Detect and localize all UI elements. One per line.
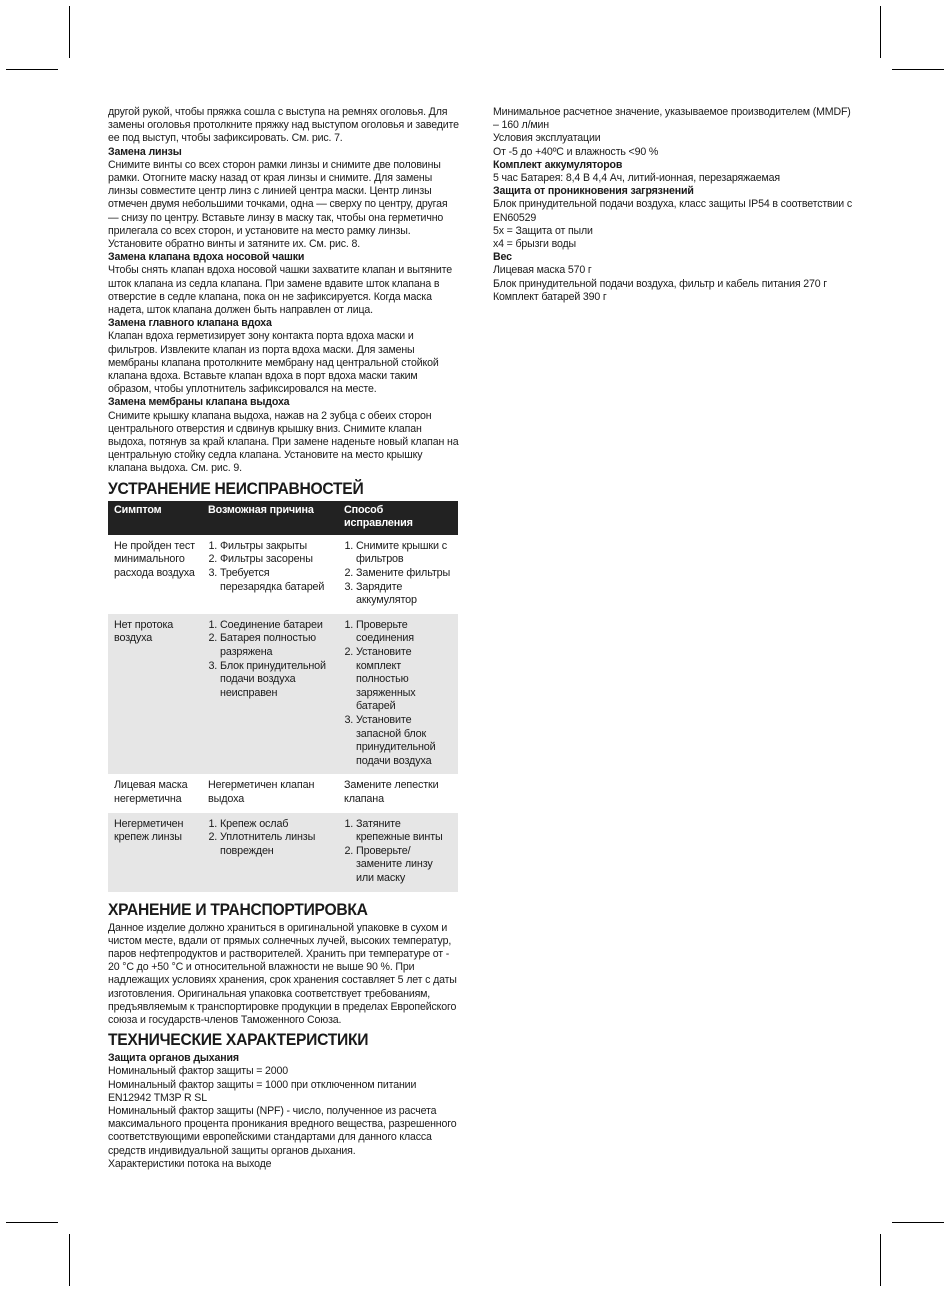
fix-item: 2. Проверьте/замените линзу или маску bbox=[356, 845, 452, 886]
fix-cell bbox=[338, 813, 458, 892]
exhale-valve-text: Снимите крышку клапана выдоха, нажав на 2 зубца с обеих сторон центрального отверстия и сдвинув крышку вниз. Снимите клапан выдоха, потянув за край клапана. При замене наденьте новый клапан на центральную стойку седла клапана. Установите на место крышку клапана выдоха. См. рис. 9. bbox=[108, 409, 459, 475]
table-row bbox=[108, 614, 458, 775]
weight-mask: Лицевая маска 570 г bbox=[493, 264, 592, 277]
nose-valve-text: Чтобы снять клапан вдоха носовой чашки захватите клапан и вытяните шток клапана из седла клапана. При замене вдавите шток клапана в отверстие в седле клапана, пока он не зафиксируется. Когда маска надета, шток клапана должен быть направлен от лица. bbox=[108, 264, 452, 317]
ingress-heading: Защита от проникновения загрязнений bbox=[493, 185, 694, 198]
weight-blower: Блок принудительной подачи воздуха, фильтр и кабель питания 270 г bbox=[493, 277, 827, 290]
cause-item: 2. Батарея полностью разряжена bbox=[220, 632, 332, 659]
fix-item: 2. Установите комплект полностью заряженных батарей bbox=[356, 646, 452, 714]
weight-battery: Комплект батарей 390 г bbox=[493, 290, 607, 303]
weight-heading: Вес bbox=[493, 251, 512, 264]
battery-text: 5 час Батарея: 8,4 В 4,4 Ач, литий-ионная, перезаряжаемая bbox=[493, 172, 780, 185]
symptom-cell: Лицевая маска негерметична bbox=[114, 779, 188, 805]
protection-factor-off-line: Номинальный фактор защиты = 1000 при отключенном питании bbox=[108, 1078, 417, 1091]
symptom-cell: Негерметичен крепеж линзы bbox=[108, 813, 202, 892]
fix-item: 3. Зарядите аккумулятор bbox=[356, 581, 452, 608]
lens-heading: Замена линзы bbox=[108, 145, 182, 158]
storage-text: Данное изделие должно храниться в оригинальной упаковке в сухом и чистом месте, вдали от прямых солнечных лучей, высоких температур, паров нефтепродуктов и растворителей. Хранить при температуре от - 20 °C до +50 °C и относительной влажности не выше 90 %. При надлежащих условиях хранения, срок хранения составляет 5 лет с даты изготовления. Оригинальная упаковка соответствует требованиям, предъявляемым к транспортировке продукции в пределах Европейского союза и государств-членов Таможенного Союза. bbox=[108, 921, 457, 1026]
crop-mark bbox=[880, 1234, 881, 1286]
conditions-label: Условия эксплуатации bbox=[493, 132, 601, 145]
crop-mark bbox=[892, 1222, 944, 1223]
cause-item: 1. Крепеж ослаб bbox=[220, 818, 332, 832]
table-header-row bbox=[108, 501, 458, 535]
exhale-valve-heading: Замена мембраны клапана выдоха bbox=[108, 396, 290, 409]
table-row bbox=[108, 774, 458, 812]
cause-item: 3. Требуется перезарядка батарей bbox=[220, 567, 332, 594]
crop-mark bbox=[69, 1234, 70, 1286]
table-row bbox=[108, 813, 458, 892]
lens-text: Снимите винты со всех сторон рамки линзы и снимите две половины рамки. Отогните маску назад от края линзы и снимите. Для замены линзы совместите центр линз с линией центра маски. Центр линзы отмечен двумя небольшими точками, одна — сверху по центру, другая — снизу по центру. Вставьте линзу в маску так, чтобы она герметично прилегала со всех сторон, и установите на место рамку линзы. Установите обратно винты и затяните их. См. рис. 8. bbox=[108, 158, 448, 251]
ingress-text: Блок принудительной подачи воздуха, класс защиты IP54 в соответствии с EN60529 bbox=[493, 198, 852, 224]
symptom-cell: Нет протока воздуха bbox=[108, 614, 202, 775]
header-symptom: Симптом bbox=[108, 501, 202, 535]
fix-item: 1. Проверьте соединения bbox=[356, 619, 452, 646]
fix-item: 1. Затяните крепежные винты bbox=[356, 818, 452, 845]
crop-mark bbox=[6, 69, 58, 70]
main-valve-text: Клапан вдоха герметизирует зону контакта порта вдоха маски и фильтров. Извлеките клапан из порта вдоха маски. Для замены мембраны клапана протолкните мембрану над центральной стойкой клапана вдоха. Вставьте клапан вдоха в порт вдоха маски таким образом, чтобы уплотнитель зафиксировался на месте. bbox=[108, 330, 439, 396]
header-fix: Способ исправления bbox=[338, 501, 458, 535]
symptom-cell: Не пройден тест минимального расхода воздуха bbox=[114, 539, 195, 580]
mmdf-text: Минимальное расчетное значение, указываемое производителем (MMDF) – 160 л/мин bbox=[493, 106, 851, 132]
fix-item: 1. Снимите крышки с фильтров bbox=[356, 540, 452, 567]
fix-cell bbox=[338, 614, 458, 775]
header-cause: Возможная причина bbox=[202, 501, 338, 535]
respiratory-heading: Защита органов дыхания bbox=[108, 1052, 239, 1065]
crop-mark bbox=[892, 69, 944, 70]
table-row bbox=[108, 535, 458, 614]
npf-text: Номинальный фактор защиты (NPF) - число, полученное из расчета максимального процента проникания вредного вещества, разрешенного соответствующими европейскими стандартами для данного класса средств индивидуальной защиты органов дыхания. bbox=[108, 1104, 457, 1157]
fix-item: 3. Установите запасной блок принудительной подачи воздуха bbox=[356, 714, 452, 768]
cause-item: 1. Фильтры закрыты bbox=[220, 540, 332, 554]
ingress-water: x4 = брызги воды bbox=[493, 238, 576, 251]
flow-line: Характеристики потока на выходе bbox=[108, 1157, 272, 1170]
battery-heading: Комплект аккумуляторов bbox=[493, 158, 623, 171]
cause-cell bbox=[202, 813, 338, 892]
cause-cell bbox=[202, 614, 338, 775]
fix-cell: Замените лепестки клапана bbox=[344, 779, 439, 805]
cause-item: 2. Уплотнитель линзы поврежден bbox=[220, 831, 332, 858]
specs-title: ТЕХНИЧЕСКИЕ ХАРАКТЕРИСТИКИ bbox=[108, 1030, 369, 1050]
main-valve-heading: Замена главного клапана вдоха bbox=[108, 317, 272, 330]
crop-mark bbox=[880, 6, 881, 58]
troubleshooting-table bbox=[108, 501, 458, 892]
ingress-dust: 5x = Защита от пыли bbox=[493, 224, 593, 237]
conditions-value: От -5 до +40ºC и влажность <90 % bbox=[493, 145, 659, 158]
standard-line: EN12942 TM3P R SL bbox=[108, 1091, 207, 1104]
crop-mark bbox=[6, 1222, 58, 1223]
fix-cell bbox=[338, 535, 458, 614]
nose-valve-heading: Замена клапана вдоха носовой чашки bbox=[108, 251, 305, 264]
protection-factor-line: Номинальный фактор защиты = 2000 bbox=[108, 1065, 289, 1078]
left-column bbox=[108, 106, 460, 1171]
cause-cell: Негерметичен клапан выдоха bbox=[208, 779, 315, 805]
troubleshooting-title: УСТРАНЕНИЕ НЕИСПРАВНОСТЕЙ bbox=[108, 478, 364, 498]
cause-item: 2. Фильтры засорены bbox=[220, 553, 332, 567]
right-column bbox=[493, 106, 853, 304]
cause-item: 1. Соединение батареи bbox=[220, 619, 332, 633]
cause-item: 3. Блок принудительной подачи воздуха неисправен bbox=[220, 660, 332, 701]
cause-cell bbox=[202, 535, 338, 614]
crop-mark bbox=[69, 6, 70, 58]
fix-item: 2. Замените фильтры bbox=[356, 567, 452, 581]
storage-title: ХРАНЕНИЕ И ТРАНСПОРТИРОВКА bbox=[108, 899, 368, 919]
intro-paragraph: другой рукой, чтобы пряжка сошла с выступа на ремнях оголовья. Для замены оголовья протолкните пряжку над выступом оголовья и заведите ее под выступ, чтобы зафиксировать. См. рис. 7. bbox=[108, 106, 459, 145]
